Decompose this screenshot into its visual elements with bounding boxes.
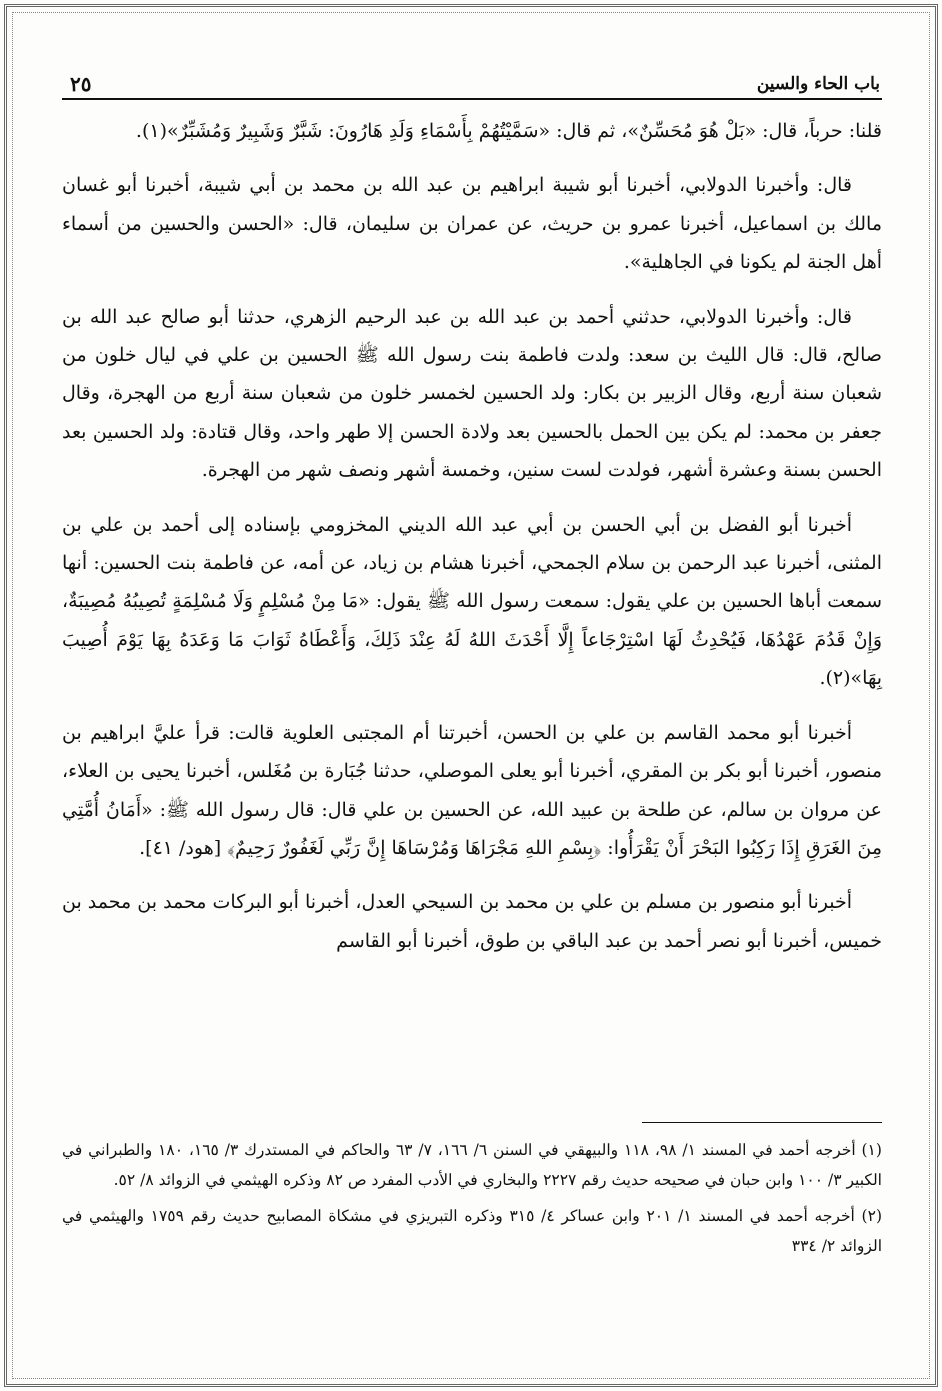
paragraph-1: قلنا: حرباً، قال: «بَلْ هُوَ مُحَسِّنٌ»، ثم قال: «سَمَّيْتُهُمْ بِأَسْمَاءِ وَلَدِ هَارُونَ: شَبَّرٌ وَشَبِيرٌ وَمُشَبِّرٌ»(١).: [135, 120, 882, 142]
footnotes: [62, 1122, 882, 1267]
footnote-2: (٢) أخرجه أحمد في المسند ١/ ٢٠١ وابن عساكر ٤/ ٣١٥ وذكره التبريزي في مشكاة المصابيح حديث رقم ١٧٥٩ والهيثمي في الزوائد ٢/ ٣٣٤: [62, 1207, 882, 1255]
paragraph-3: قال: وأخبرنا الدولابي، حدثني أحمد بن عبد الله بن عبد الرحيم الزهري، حدثنا أبو صالح عبد الله بن صالح، قال: قال الليث بن سعد: ولدت فاطمة بنت رسول الله ﷺ الحسين بن علي في ليال خلون من شعبان سنة أربع، وقال الزبير بن بكار: ولد الحسين لخمسر خلون من شعبان سنة أربع من الهجرة، وقال جعفر بن محمد: لم يكن بين الحمل بالحسين بعد ولادة الحسن إلا طهر واحد، وقال قتادة: ولد الحسين بعد الحسن بسنة وعشرة أشهر، فولدت لست سنين، وخمسة أشهر ونصف شهر من الهجرة.: [62, 305, 882, 482]
paragraph-5: أخبرنا أبو محمد القاسم بن علي بن الحسن، أخبرتنا أم المجتبى العلوية قالت: قرأ عليَّ ابراهيم بن منصور، أخبرنا أبو بكر بن المقري، أخبرنا أبو يعلى الموصلي، حدثنا جُبَارة بن مُغَلس، أخبرنا يحيى بن العلاء، عن مروان بن سالم، عن طلحة بن عبيد الله، عن الحسين بن علي قال: قال رسول الله ﷺ: «أَمَانُ أُمَّتِي مِنَ الغَرَقِ إِذَا رَكِبُوا البَحْرَ أَنْ يَقْرَأُوا: ﴿بِسْمِ اللهِ مَجْرَاهَا وَمُرْسَاهَا إِنَّ رَبِّي لَغَفُورٌ رَحِيمٌ﴾ [هود/ ٤١].: [62, 721, 882, 859]
main-text: [62, 112, 882, 960]
chapter-title: باب الحاء والسين: [756, 74, 880, 94]
paragraph-2: قال: وأخبرنا الدولابي، أخبرنا أبو شيبة ابراهيم بن عبد الله بن محمد بن أبي شيبة، أخبرنا أبو غسان مالك بن اسماعيل، أخبرنا عمرو بن حريث، عن عمران بن سليمان، قال: «الحسن والحسين من أسماء أهل الجنة لم يكونا في الجاهلية».: [62, 174, 882, 274]
footnote-1: (١) أخرجه أحمد في المسند ١/ ٩٨، ١١٨ والبيهقي في السنن ٦/ ١٦٦، ٧/ ٦٣ والحاكم في المستدرك ٣/ ١٦٥، ١٨٠ والطبراني في الكبير ٣/ ١٠٠ وابن حبان في صحيحه حديث رقم ٢٢٢٧ والبخاري في الأدب المفرد ص ٨٢ وذكره الهيثمي في الزوائد ٨/ ٥٢.: [62, 1141, 882, 1189]
book-page: [62, 70, 882, 1370]
page-number: ٢٥: [70, 72, 92, 96]
running-header: [62, 70, 882, 100]
paragraph-6: أخبرنا أبو منصور بن مسلم بن علي بن محمد بن السيحي العدل، أخبرنا أبو البركات محمد بن محمد بن خميس، أخبرنا أبو نصر أحمد بن عبد الباقي بن طوق، أخبرنا أبو القاسم: [62, 891, 882, 952]
paragraph-4: أخبرنا أبو الفضل بن أبي الحسن بن أبي عبد الله الديني المخزومي بإسناده إلى أحمد بن علي بن المثنى، أخبرنا عبد الرحمن بن سلام الجمحي، أخبرنا هشام بن زياد، عن أمه، عن فاطمة بنت الحسين: أنها سمعت أباها الحسين بن علي يقول: سمعت رسول الله ﷺ يقول: «مَا مِنْ مُسْلِمٍ وَلَا مُسْلِمَةٍ تُصِيبُهُ مُصِيبَةٌ، وَإِنْ قَدُمَ عَهْدُهَا، فَيُحْدِثُ لَهَا اسْتِرْجَاعاً إِلَّا أَحْدَثَ اللهُ لَهُ عِنْدَ ذَلِكَ، وَأَعْطَاهُ ثَوَابَ مَا وَعَدَهُ بِهَا يَوْمَ أُصِيبَ بِهَا»(٢).: [62, 513, 882, 690]
footnote-rule: [642, 1122, 882, 1123]
